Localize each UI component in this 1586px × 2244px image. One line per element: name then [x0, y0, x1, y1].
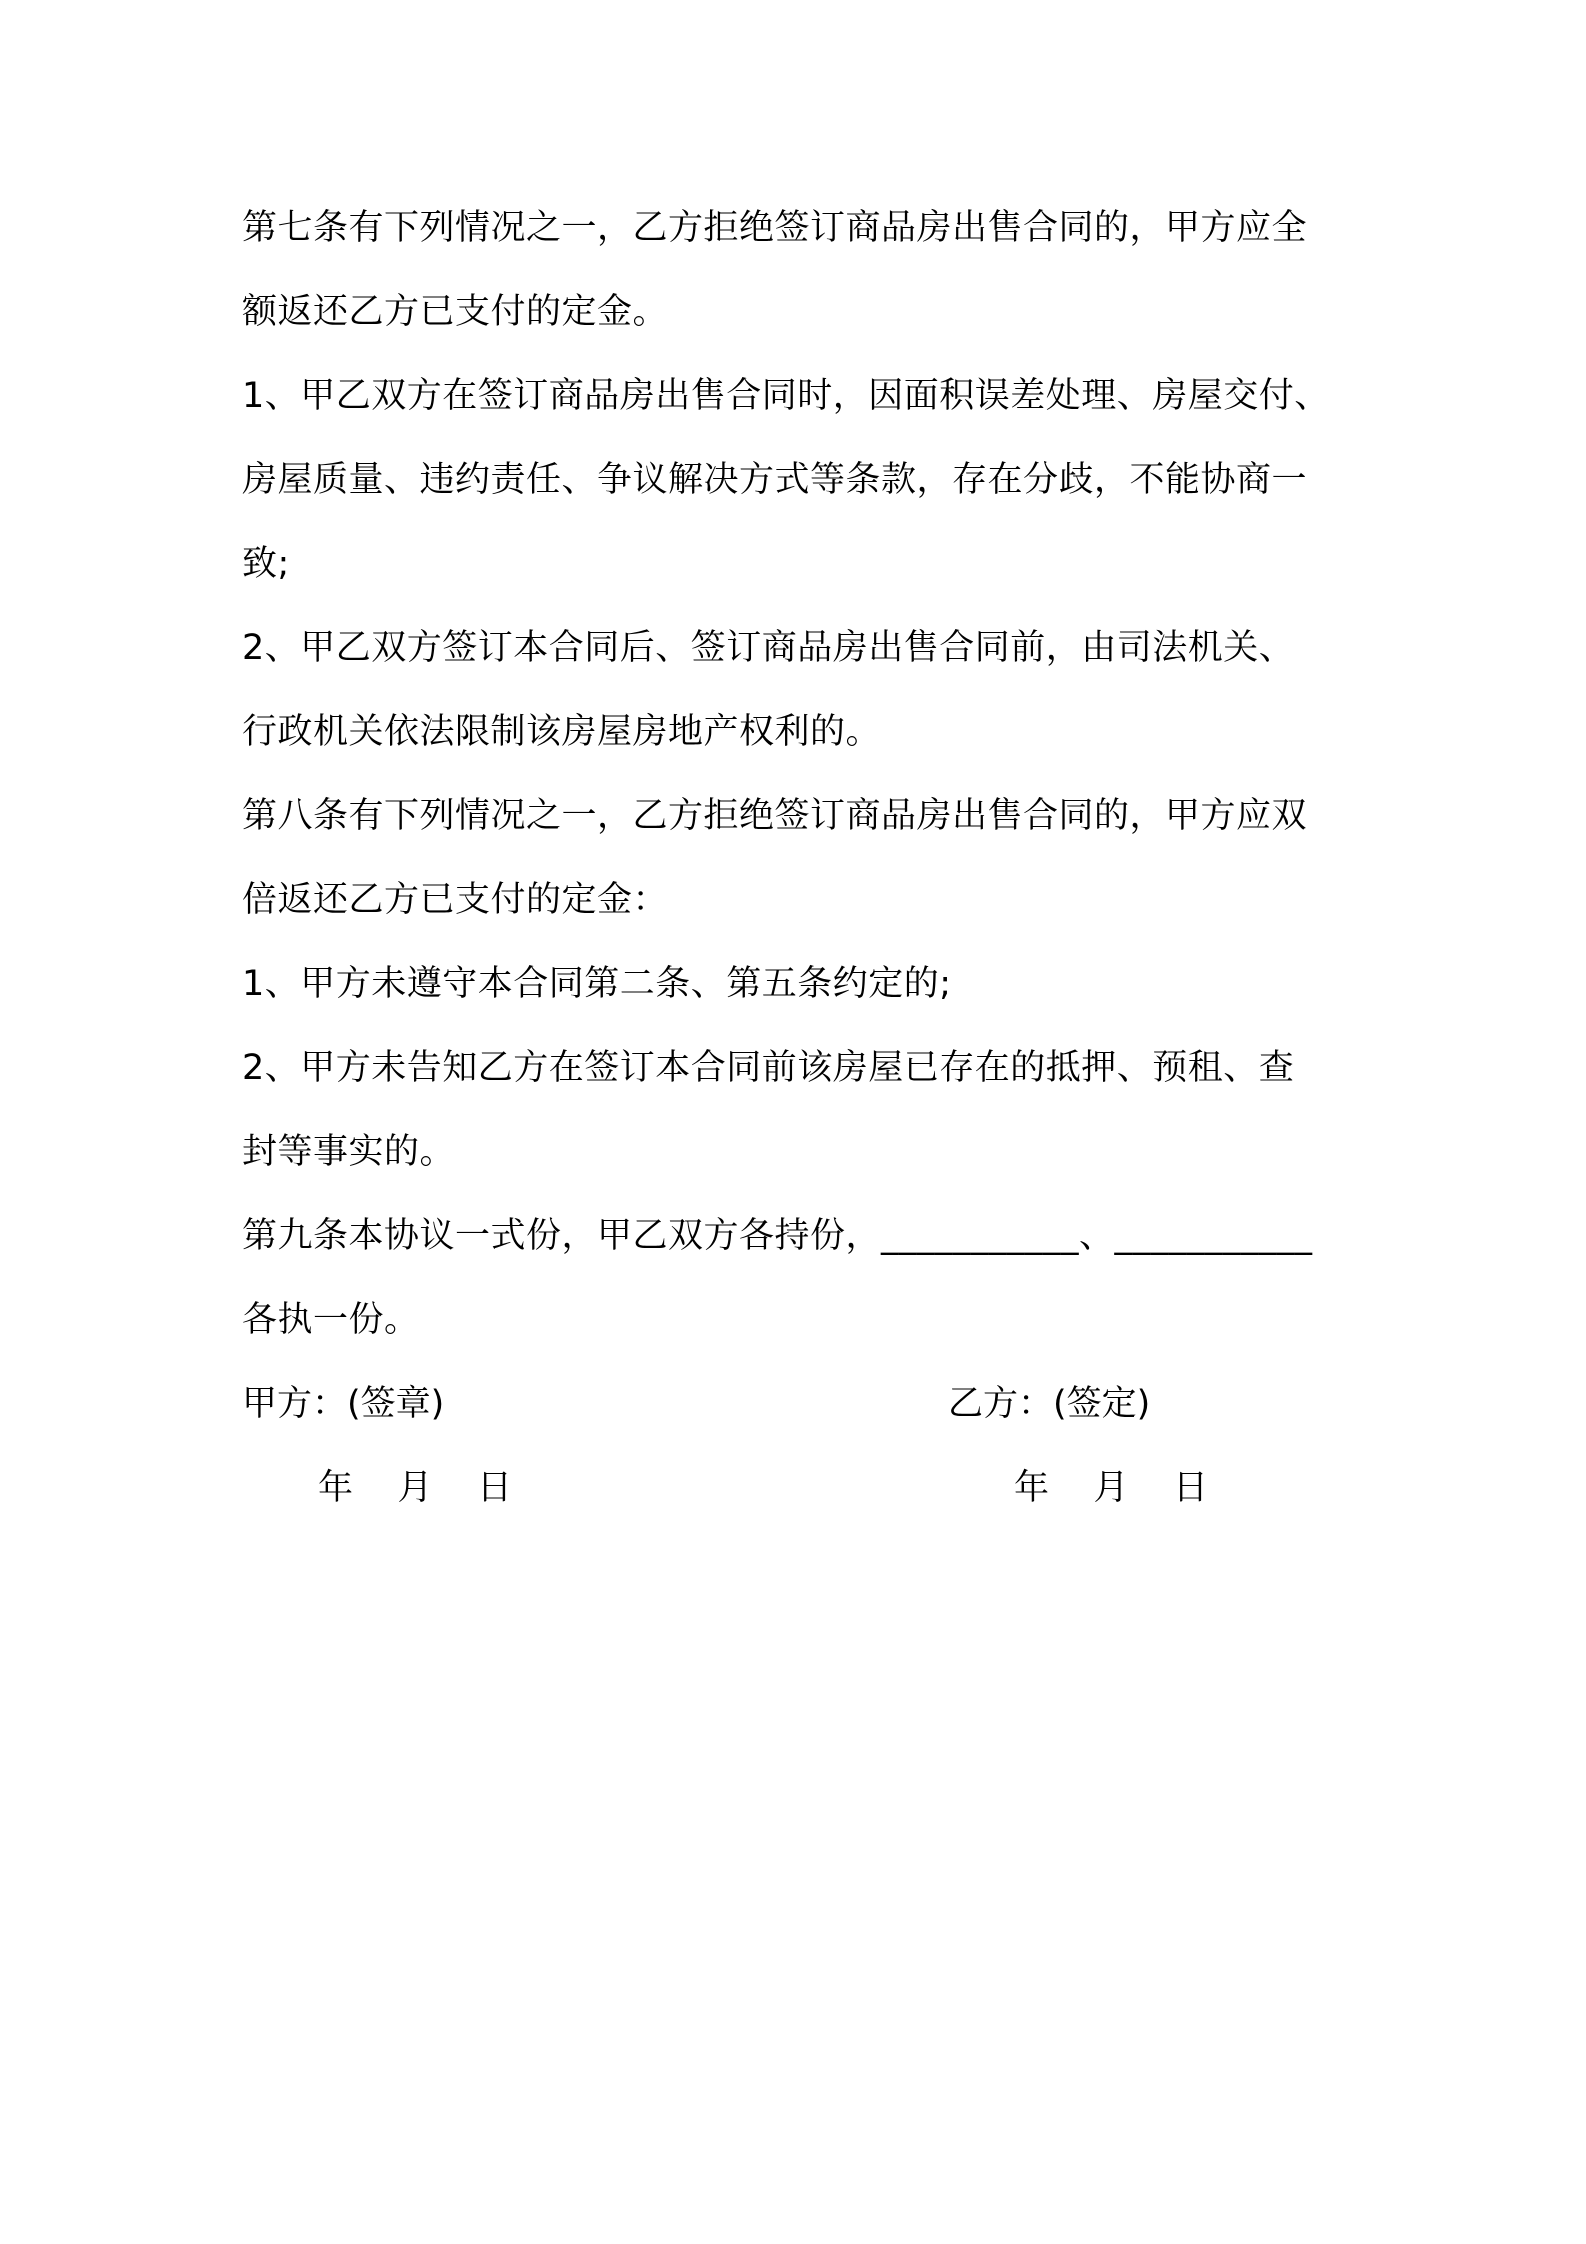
article-8-item-1: 1、甲方未遵守本合同第二条、第五条约定的;: [242, 964, 952, 1004]
article-7-line-1: 第七条有下列情况之一，乙方拒绝签订商品房出售合同的，甲方应全: [242, 208, 1308, 248]
party-a-date: 年 月 日: [318, 1468, 513, 1508]
party-b-signature-label: 乙方：(签定): [948, 1384, 1151, 1424]
article-9-line-1: 第九条本协议一式份，甲乙双方各持份，___________、___________: [242, 1216, 1313, 1256]
article-7-item-1-line-1: 1、甲乙双方在签订商品房出售合同时，因面积误差处理、房屋交付、: [242, 376, 1330, 416]
article-9-line-2: 各执一份。: [242, 1300, 420, 1340]
article-7-line-2: 额返还乙方已支付的定金。: [242, 292, 669, 332]
article-8-line-1: 第八条有下列情况之一，乙方拒绝签订商品房出售合同的，甲方应双: [242, 796, 1308, 836]
article-7-item-2-line-1: 2、甲乙双方签订本合同后、签订商品房出售合同前，由司法机关、: [242, 628, 1295, 668]
article-8-line-2: 倍返还乙方已支付的定金：: [242, 880, 669, 920]
party-a-signature-label: 甲方：(签章): [242, 1384, 445, 1424]
article-7-item-2-line-2: 行政机关依法限制该房屋房地产权利的。: [242, 712, 882, 752]
article-8-item-2-line-1: 2、甲方未告知乙方在签订本合同前该房屋已存在的抵押、预租、查: [242, 1048, 1295, 1088]
article-7-item-1-line-3: 致;: [242, 544, 290, 584]
party-b-date: 年 月 日: [1014, 1468, 1209, 1508]
article-8-item-2-line-2: 封等事实的。: [242, 1132, 456, 1172]
article-7-item-1-line-2: 房屋质量、违约责任、争议解决方式等条款，存在分歧，不能协商一: [242, 460, 1308, 500]
